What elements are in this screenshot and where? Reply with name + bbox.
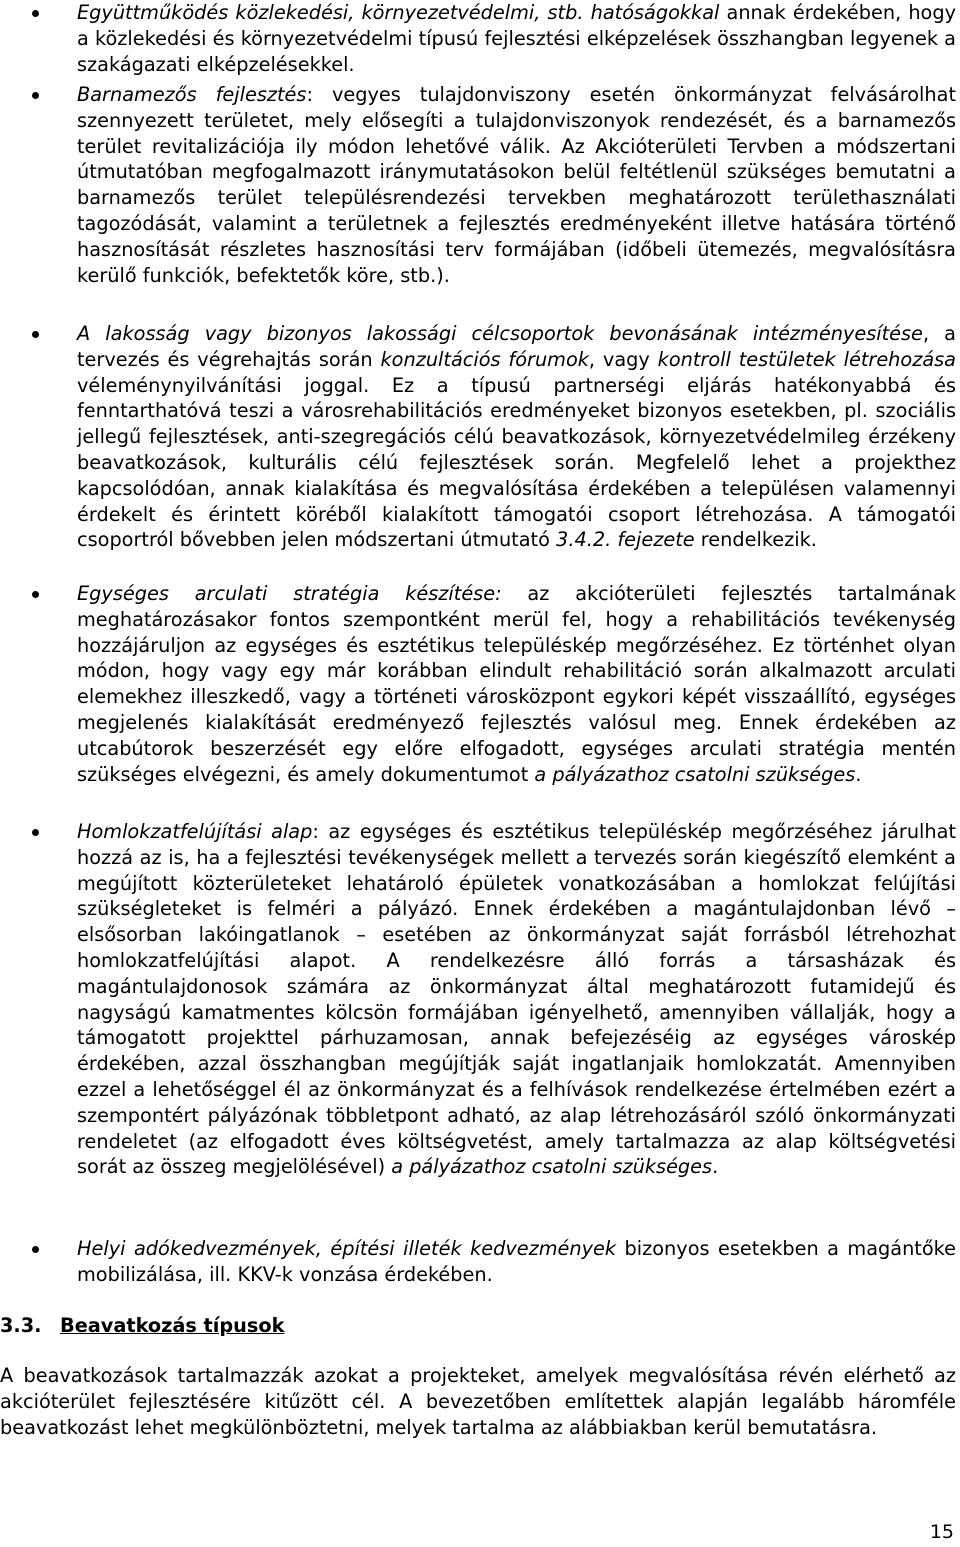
body-text: rendelkezik.: [694, 528, 817, 552]
body-text: : vegyes tulajdonviszony esetén önkormányzat felvásárolhat szennyezett területet, mely elősegíti a tulajdonviszonyok rendezését, és a barnamezős terület revitalizációja ily módon lehetővé válik. Az Akcióterületi Tervben a módszertani útmutatóban megfogalmazott iránymutatásokon belül feltétlenül szükséges bemutatni a barnamezős terület településrendezési tervekben meghatározott területhasználati tagozódását, valamint a területnek a fejlesztés eredményeként illetve hatására történő hasznosítását részletes hasznosítási terv formájában (időbeli ütemezés, megvalósításra kerülő funkciók, befektetők köre, stb.).: [77, 83, 957, 287]
bullet-item: [0, 819, 960, 1180]
section-number: 3.3.: [0, 1314, 42, 1337]
body-text: bizonyos esetekben a magántőke mobilizálása, ill. KKV-k vonzása érdekében.: [77, 1237, 956, 1286]
italic-text: A lakosság vagy bizonyos lakossági célcsoportok bevonásának intézményesítése: [77, 322, 923, 345]
body-text: .: [712, 1155, 719, 1179]
italic-text: Barnamezős fejlesztés: [77, 83, 307, 106]
body-text: , vagy: [588, 347, 658, 371]
italic-text: Homlokzatfelújítási alap: [77, 820, 313, 843]
italic-text: Egységes arculati stratégia készítése:: [77, 582, 502, 605]
body-text: annak érdekében, hogy a közlekedési és környezetvédelmi típusú fejlesztési elképzelések összhangban legyenek a szakágazati elképzelésekkel.: [77, 1, 956, 76]
body-paragraph: A beavatkozások tartalmazzák azokat a projekteket, amelyek megvalósítása révén elérhető az akcióterület fejlesztésére kitűzött cél. A bevezetőben említettek alapján legalább háromféle beavatkozást lehet megkülönböztetni, melyek tartalma az alábbiakban kerül bemutatásra.: [0, 1364, 956, 1439]
bullet-icon: [32, 92, 39, 99]
italic-text: 3.4.2. fejezete: [556, 528, 695, 552]
bullet-icon: [32, 1246, 39, 1253]
italic-text: a pályázathoz csatolni szükséges: [391, 1155, 713, 1179]
bullet-item: [0, 0, 960, 77]
bullet-icon: [32, 591, 39, 598]
italic-text: konzultációs fórumok: [380, 347, 589, 371]
italic-text: Helyi adókedvezmények, építési illeték kedvezmények: [77, 1237, 617, 1260]
italic-text: kontroll testületek létrehozása: [657, 347, 956, 371]
body-text: : az egységes és esztétikus településkép megőrzéséhez járulhat hozzá az is, ha a fejlesztési tevékenységek mellett a tervezés során kiegészítő elemként a megújított közterületeket lehatároló épületek vonatkozásában a homlokzat felújítási szükségleteket is felméri a pályázó. Ennek érdekében a magántulajdonban lévő – elsősorban lakóingatlanok – esetében az önkormányzat saját forrásból létrehozhat homlokzatfelújítási alapot. A rendelkezésre álló forrás a társasházak és magántulajdonosok számára az önkormányzat által meghatározott futamidejű és nagyságú kamatmentes kölcsön formájában igényelhető, amennyiben vállalják, hogy a támogatott projekttel párhuzamosan, annak befejezéséig az egységes városkép érdekében, azzal összhangban megújítják saját ingatlanjaik homlokzatát. Amennyiben ezzel a lehetőséggel él az önkormányzat és a felhívások rendelkezése értelmében ezért a szempontért pályázónak többletpont adható, az alap létrehozásáról szóló önkormányzati rendeletet (az elfogadott éves költségvetést, amely tartalmazza az alap költségvetési sorát az összeg megjelölésével): [77, 820, 957, 1179]
bullet-item: [0, 321, 960, 553]
body-text: az akcióterületi fejlesztés tartalmának meghatározásakor fontos szempontként merül fel, hogy a rehabilitációs tevékenység hozzájáruljon az egységes és esztétikus településkép megőrzéséhez. Ez történhet olyan módon, hogy vagy egy már korábban elindult rehabilitáció során alkalmazott arculati elemekhez illeszkedő, vagy a történeti városközpont egykori képét visszaállító, egységes megjelenés kialakítását eredményező fejlesztés valósul meg. Ennek érdekében az utcabútorok beszerzését egy előre elfogadott, egységes arculati stratégia mentén szükséges elvégezni, és amely dokumentumot: [77, 582, 956, 786]
body-text: , a tervezés és végrehajtás során: [77, 322, 956, 371]
bullet-icon: [32, 331, 39, 338]
bullet-icon: [32, 10, 39, 17]
section-title: Beavatkozás típusok: [60, 1314, 285, 1337]
bullet-item: [0, 1236, 960, 1288]
page-number: 15: [929, 1521, 954, 1543]
bullet-item: [0, 82, 960, 288]
bullet-icon: [32, 829, 39, 836]
italic-text: Együttműködés közlekedési, környezetvédelmi, stb. hatóságokkal: [77, 1, 720, 24]
bullet-item: [0, 581, 960, 787]
section-heading: [0, 1313, 284, 1339]
italic-text: a pályázathoz csatolni szükséges: [534, 762, 856, 786]
body-text: véleménynyilvánítási joggal. Ez a típusú partnerségi eljárás hatékonyabbá és fenntarthatóvá teszi a városrehabilitációs eredményeket bizonyos esetekben, pl. szociális jellegű fejlesztések, anti-szegregációs célú beavatkozások, környezetvédelmileg érzékeny beavatkozások, kulturális célú fejlesztések során. Megfelelő lehet a projekthez kapcsolódóan, annak kialakítása és megvalósítása érdekében a településen valamennyi érdekelt és érintett köréből kialakított támogatói csoport létrehozása. A támogatói csoportról bővebben jelen módszertani útmutató: [77, 373, 956, 552]
body-text: .: [855, 762, 862, 786]
